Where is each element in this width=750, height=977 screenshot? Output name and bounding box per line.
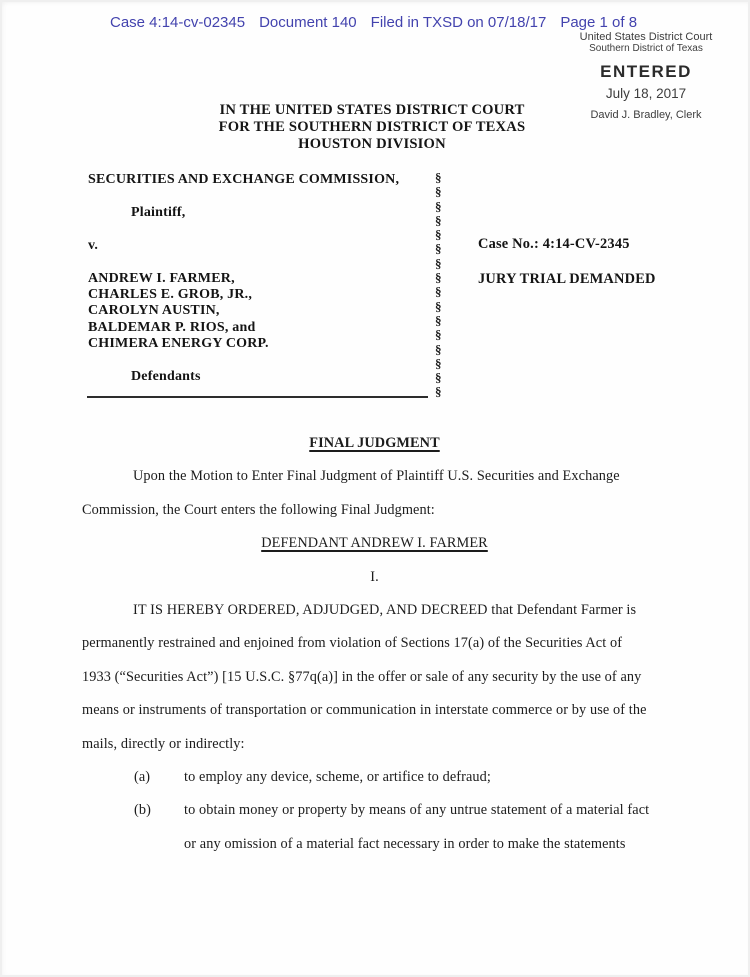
list-item-b bbox=[82, 794, 667, 827]
defendant-heading-line bbox=[82, 527, 667, 560]
defendant-name-1: ANDREW I. FARMER, bbox=[88, 271, 235, 286]
section-mark: § bbox=[435, 255, 442, 271]
section-marks-column bbox=[435, 171, 442, 400]
stamp-clerk-name: David J. Bradley, Clerk bbox=[590, 109, 702, 121]
order-paragraph-line-3: 1933 (“Securities Act”) [15 U.S.C. §77q(a)] in the offer or sale of any security by the use of any bbox=[82, 668, 642, 685]
defendant-name-3: CAROLYN AUSTIN, bbox=[88, 303, 220, 319]
defendants-label: Defendants bbox=[131, 369, 201, 384]
list-item-b-label: (b) bbox=[134, 802, 151, 819]
versus-label: v. bbox=[88, 238, 99, 253]
document-number-text: Document 140 bbox=[259, 14, 357, 31]
section-mark: § bbox=[435, 170, 442, 185]
final-judgment-title: FINAL JUDGMENT bbox=[309, 435, 440, 451]
stamp-entered-label: ENTERED bbox=[600, 62, 692, 81]
section-mark: § bbox=[435, 212, 442, 228]
section-mark: § bbox=[435, 384, 442, 400]
order-paragraph-line-4: means or instruments of transportation or communication in interstate commerce or by use of the bbox=[82, 702, 647, 719]
section-mark: § bbox=[435, 270, 442, 286]
final-judgment-title-line bbox=[82, 427, 667, 460]
caption-underline-rule bbox=[87, 376, 428, 398]
court-heading-line-3: HOUSTON DIVISION bbox=[298, 136, 446, 152]
roman-numeral-one: I. bbox=[370, 568, 379, 585]
section-mark: § bbox=[435, 341, 442, 357]
stamp-court-name: United States District Court bbox=[579, 31, 713, 43]
paragraph-1-line-1: Upon the Motion to Enter Final Judgment of Plaintiff U.S. Securities and Exchange bbox=[133, 468, 620, 485]
section-mark: § bbox=[435, 312, 442, 328]
defendant-names bbox=[88, 271, 269, 352]
defendant-name-4: BALDEMAR P. RIOS, and bbox=[88, 319, 256, 335]
paragraph-1-line-2: Commission, the Court enters the following Final Judgment: bbox=[82, 501, 435, 518]
list-item-b-continuation: or any omission of a material fact necessary in order to make the statements bbox=[184, 835, 626, 852]
list-item-a-label: (a) bbox=[134, 768, 151, 785]
section-mark: § bbox=[435, 370, 442, 386]
stamp-district-name: Southern District of Texas bbox=[589, 43, 703, 54]
judgment-body bbox=[82, 427, 667, 861]
case-number-label: Case No.: 4:14-CV-2345 bbox=[478, 236, 630, 252]
defendant-name-5: CHIMERA ENERGY CORP. bbox=[88, 335, 269, 351]
stamp-entered-date: July 18, 2017 bbox=[605, 86, 687, 101]
court-heading-line-1: IN THE UNITED STATES DISTRICT COURT bbox=[219, 102, 525, 118]
pacer-case-header bbox=[110, 14, 637, 31]
section-mark: § bbox=[435, 298, 442, 314]
page-count-text: Page 1 of 8 bbox=[560, 14, 638, 31]
order-paragraph-line-1: IT IS HEREBY ORDERED, ADJUDGED, AND DECREED that Defendant Farmer is bbox=[133, 601, 637, 618]
list-item-a-text: to employ any device, scheme, or artifice to defraud; bbox=[184, 768, 492, 785]
section-mark: § bbox=[435, 241, 442, 257]
section-mark: § bbox=[435, 198, 442, 214]
section-mark: § bbox=[435, 355, 442, 371]
court-heading-line-2: FOR THE SOUTHERN DISTRICT OF TEXAS bbox=[218, 119, 526, 135]
order-paragraph-line-5: mails, directly or indirectly: bbox=[82, 735, 245, 752]
defendant-heading: DEFENDANT ANDREW I. FARMER bbox=[261, 535, 488, 552]
plaintiff-name: SECURITIES AND EXCHANGE COMMISSION, bbox=[88, 172, 400, 187]
case-number-text: Case 4:14-cv-02345 bbox=[110, 14, 246, 31]
defendant-name-2: CHARLES E. GROB, JR., bbox=[88, 287, 253, 303]
section-mark: § bbox=[435, 327, 442, 343]
court-heading bbox=[82, 102, 662, 153]
order-paragraph-line-2: permanently restrained and enjoined from violation of Sections 17(a) of the Securities Act of bbox=[82, 635, 623, 652]
jury-trial-demanded-label: JURY TRIAL DEMANDED bbox=[478, 271, 656, 287]
list-item-b-text: to obtain money or property by means of any untrue statement of a material fact bbox=[184, 802, 650, 819]
list-item-a bbox=[82, 761, 667, 794]
section-mark: § bbox=[435, 227, 442, 243]
section-mark: § bbox=[435, 284, 442, 300]
plaintiff-label: Plaintiff, bbox=[131, 205, 186, 220]
section-mark: § bbox=[435, 184, 442, 200]
filed-date-text: Filed in TXSD on 07/18/17 bbox=[370, 14, 547, 31]
